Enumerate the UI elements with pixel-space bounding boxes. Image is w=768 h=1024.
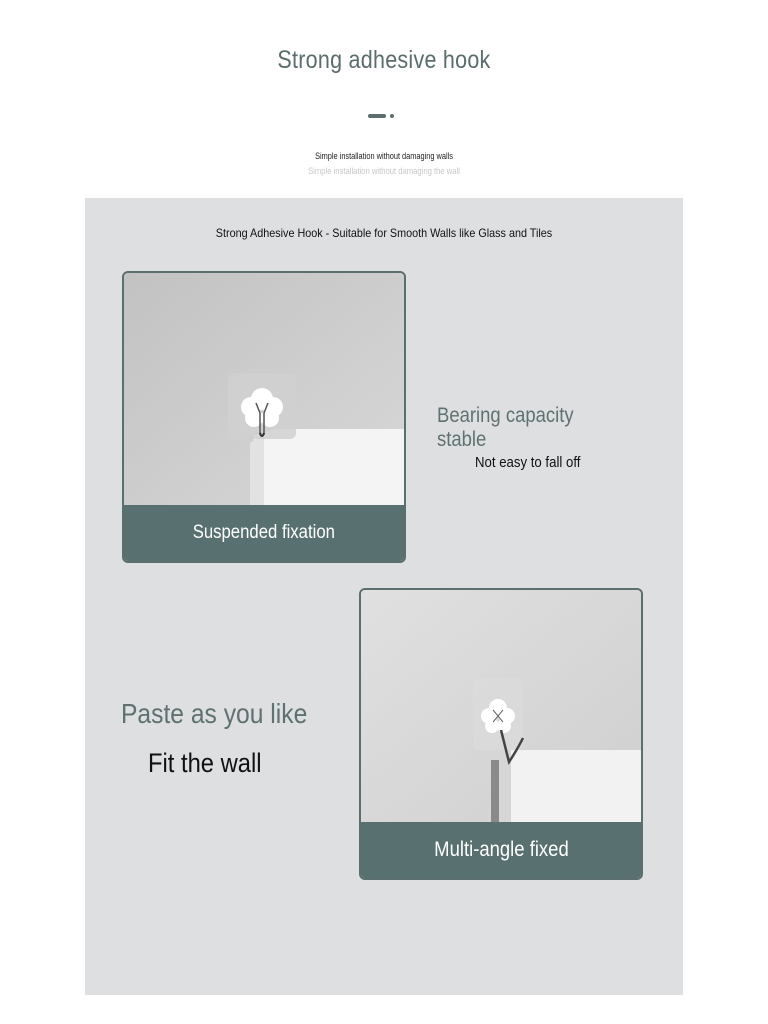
panel-heading: Strong Adhesive Hook - Suitable for Smooth Walls like Glass and Tiles (215, 226, 553, 240)
multi-angle-caption: Multi-angle fixed (361, 822, 641, 878)
divider-dash (368, 114, 386, 118)
bearing-capacity-subtitle: Not easy to fall off (475, 454, 581, 471)
paste-subtitle: Fit the wall (148, 748, 262, 778)
hook-photo-multi-angle (361, 590, 641, 824)
suspended-fixation-caption: Suspended fixation (124, 505, 404, 561)
title-divider (368, 114, 398, 118)
hook-photo-suspended (124, 273, 404, 507)
feature-panel (85, 198, 683, 995)
page-title: Strong adhesive hook (277, 46, 491, 74)
suspended-fixation-card (122, 271, 406, 563)
divider-dot (390, 114, 394, 118)
page-subtitle-ghost: Simple installation without damaging the wall (308, 166, 460, 176)
multi-angle-card (359, 588, 643, 880)
paste-title: Paste as you like (121, 698, 308, 729)
page-subtitle: Simple installation without damaging walls (315, 151, 453, 161)
bearing-capacity-title: Bearing capacity stable (437, 404, 574, 451)
